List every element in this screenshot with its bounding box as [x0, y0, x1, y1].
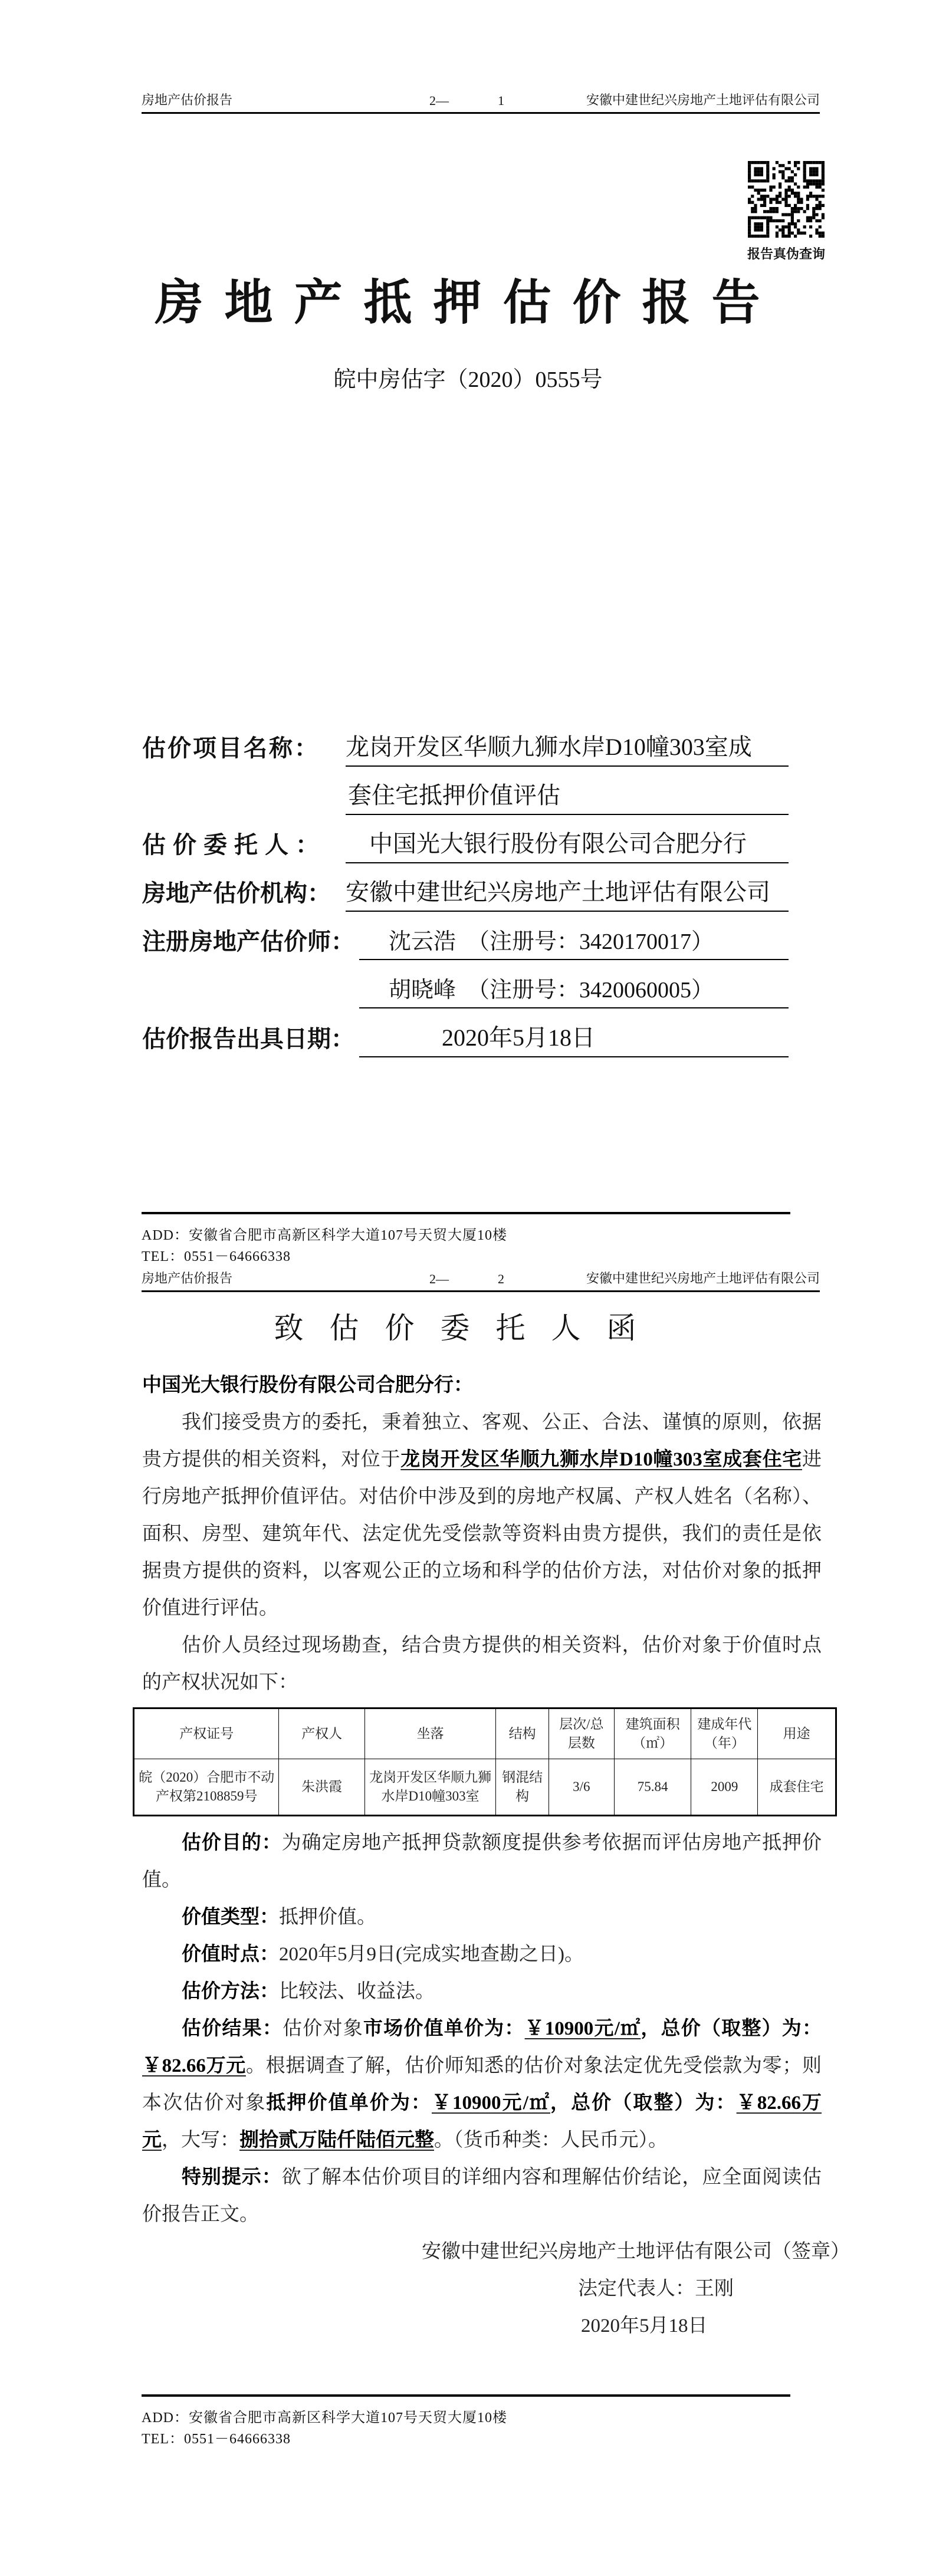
col-header: 建成年代（年） [691, 1708, 758, 1759]
footer-tel: TEL：0551－64666338 [142, 1249, 291, 1264]
result-text: 估价对象 [283, 2018, 363, 2039]
result [142, 2010, 822, 2159]
client-label: 估价委托人： [142, 832, 326, 858]
header-right: 安徽中建世纪兴房地产土地评估有限公司 [586, 1271, 820, 1286]
intro-paragraph [142, 1404, 822, 1627]
purpose-label: 估价目的： [182, 1832, 282, 1854]
footer-divider [142, 2394, 790, 2397]
footer-divider [142, 1212, 790, 1214]
col-header: 产权证号 [134, 1708, 279, 1759]
info-date [142, 1022, 789, 1057]
info-project [142, 731, 789, 767]
col-header: 产权人 [279, 1708, 365, 1759]
para1-text: 我们接受贵方的委托，秉着独立、客观、公正、合法、谨慎的原则，依据贵方提供的相关资料，对位于 [142, 1412, 822, 1470]
cell-owner: 朱洪霞 [279, 1759, 365, 1816]
col-header: 建筑面积（㎡） [614, 1708, 691, 1759]
project-value-cont: 套住宅抵押价值评估 [348, 782, 560, 809]
para1-text-2: 进行房地产抵押价值评估。对估价中涉及到的房地产权属、产权人姓名（名称）、面积、房型、建筑年代、法定优先受偿款等资料由贵方提供，我们的责任是依据贵方提供的资料，以客观公正的立场和科学的估价方法，对估价对象的抵押价值进行评估。 [142, 1449, 822, 1619]
letter-body [139, 1367, 850, 2345]
agency-value: 安徽中建世纪兴房地产土地评估有限公司 [346, 879, 770, 905]
header-page-number: 2 [498, 1271, 504, 1286]
cell-year: 2009 [691, 1759, 758, 1816]
result-text: ，总价（取整）为： [550, 2092, 737, 2114]
result-text: 。根据调查了解，估价师知悉的估价对象法定优先受偿款为零；则本次估价对象 [142, 2055, 822, 2114]
cell-structure: 钢混结构 [496, 1759, 549, 1816]
cell-location: 龙岗开发区华顺九狮水岸D10幢303室 [364, 1759, 495, 1816]
cell-use: 成套住宅 [758, 1759, 836, 1816]
market-unit-price: ￥10900元/㎡ [524, 2018, 641, 2039]
col-header: 层次/总层数 [549, 1708, 614, 1759]
method [142, 1973, 822, 2010]
amount-in-words: 捌拾贰万陆仟陆佰元整 [239, 2130, 434, 2151]
legal-representative: 法定代表人：王刚 [578, 2278, 734, 2299]
cell-area: 75.84 [614, 1759, 691, 1816]
notice-value: 欲了解本估价项目的详细内容和理解估价结论，应全面阅读估价报告正文。 [142, 2167, 822, 2225]
market-total-price: ￥82.66万元 [142, 2055, 246, 2076]
value-type [142, 1899, 822, 1936]
result-text: 。（货币种类：人民币元）。 [434, 2130, 668, 2151]
page-header-2 [142, 1267, 820, 1292]
info-client [142, 828, 789, 863]
notice-label: 特别提示： [182, 2167, 282, 2188]
salutation [142, 1367, 822, 1404]
col-header: 坐落 [364, 1708, 495, 1759]
cell-cert-no: 皖（2020）合肥市不动产权第2108859号 [134, 1759, 279, 1816]
footer-tel: TEL：0551－64666338 [142, 2432, 291, 2447]
value-type-value: 抵押价值。 [279, 1907, 376, 1928]
footer-address: ADD：安徽省合肥市高新区科学大道107号天贸大厦10楼 [142, 2410, 507, 2426]
result-text: ，大写： [162, 2130, 239, 2151]
property-table [133, 1707, 837, 1816]
project-label: 估价项目名称： [142, 735, 320, 761]
notice [142, 2159, 822, 2233]
footer-address: ADD：安徽省合肥市高新区科学大道107号天贸大厦10楼 [142, 1228, 507, 1243]
col-header: 结构 [496, 1708, 549, 1759]
date-value: 2020年5月18日 [442, 1024, 595, 1051]
signature-company: 安徽中建世纪兴房地产土地评估有限公司（签章） [422, 2241, 850, 2262]
table-header-row [134, 1708, 836, 1759]
result-label: 估价结果： [182, 2018, 283, 2039]
result-text: 市场价值单价为： [363, 2018, 525, 2039]
info-appraiser [142, 925, 789, 960]
qr-caption: 报告真伪查询 [747, 247, 825, 261]
report-title: 房地产抵押估价报告 [155, 276, 781, 330]
page-header [142, 88, 820, 114]
client-value: 中国光大银行股份有限公司合肥分行 [369, 830, 747, 857]
letter-title: 致估价委托人函 [274, 1312, 662, 1345]
purpose-value: 为确定房地产抵押贷款额度提供参考依据而评估房地产抵押价值。 [142, 1832, 822, 1891]
salutation-text: 中国光大银行股份有限公司合肥分行： [142, 1375, 473, 1396]
cell-floor: 3/6 [549, 1759, 614, 1816]
status-paragraph: 估价人员经过现场勘查，结合贵方提供的相关资料，估价对象于价值时点的产权状况如下： [142, 1635, 822, 1693]
method-value: 比较法、收益法。 [279, 1981, 435, 2002]
method-label: 估价方法： [182, 1981, 279, 2002]
header-right: 安徽中建世纪兴房地产土地评估有限公司 [586, 93, 820, 107]
purpose [142, 1825, 822, 1899]
info-appraiser-2 [142, 973, 789, 1008]
header-left: 房地产估价报告 [142, 93, 233, 107]
appraiser-label: 注册房地产估价师： [142, 928, 354, 955]
agency-label: 房地产估价机构： [142, 880, 331, 906]
header-page-prefix: 2— [429, 1271, 449, 1286]
property-address: 龙岗开发区华顺九狮水岸D10幢303室成套住宅 [400, 1449, 803, 1470]
sign-date: 2020年5月18日 [581, 2315, 708, 2337]
appraiser-2: 胡晓峰 （注册号：3420060005） [389, 978, 714, 1003]
table-row [134, 1759, 836, 1816]
info-project-cont [142, 780, 789, 815]
report-number: 皖中房估字（2020）0555号 [333, 367, 603, 392]
value-type-label: 价值类型： [182, 1907, 279, 1928]
project-value: 龙岗开发区华顺九狮水岸D10幢303室成 [346, 734, 752, 760]
col-header: 用途 [758, 1708, 836, 1759]
value-date [142, 1936, 822, 1973]
info-agency [142, 876, 789, 912]
appraiser-1: 沈云浩 （注册号：3420170017） [389, 929, 714, 954]
result-text: 抵押价值单价为： [266, 2092, 432, 2114]
date-label: 估价报告出具日期： [142, 1026, 354, 1052]
value-date-value: 2020年5月9日(完成实地查勘之日)。 [279, 1944, 584, 1965]
value-date-label: 价值时点： [182, 1944, 279, 1965]
mortgage-unit-price: ￥10900元/㎡ [431, 2092, 550, 2114]
header-page-prefix: 2— [429, 93, 449, 108]
mortgage-total-price: ￥82.66万元 [142, 2092, 822, 2151]
result-text: ，总价（取整）为： [641, 2018, 822, 2039]
header-left: 房地产估价报告 [142, 1271, 233, 1286]
header-page-number: 1 [498, 93, 504, 108]
qr-code [748, 161, 825, 238]
